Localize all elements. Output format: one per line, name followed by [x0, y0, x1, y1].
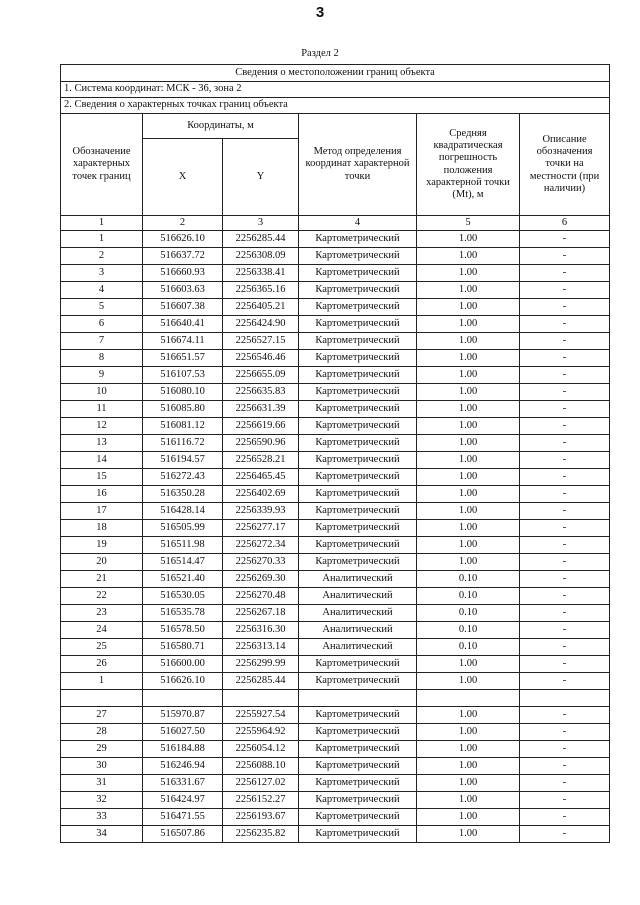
cell-x: 516660.93 — [143, 265, 223, 282]
cell-x: 516350.28 — [143, 486, 223, 503]
table-row — [61, 435, 610, 452]
cell-point: 19 — [61, 537, 143, 554]
cell-description: - — [520, 826, 610, 843]
cell-method: Картометрический — [299, 724, 417, 741]
cell-description: - — [520, 605, 610, 622]
cell-x: 516507.86 — [143, 826, 223, 843]
cell-description: - — [520, 707, 610, 724]
cell-y: 2256277.17 — [223, 520, 299, 537]
cell-error: 1.00 — [417, 758, 520, 775]
cell-error: 0.10 — [417, 588, 520, 605]
header-description: Описание обозначения точки на местности (при наличии) — [520, 114, 610, 216]
cell-error: 1.00 — [417, 537, 520, 554]
cell-point: 25 — [61, 639, 143, 656]
cell-y: 2255927.54 — [223, 707, 299, 724]
table-row — [61, 333, 610, 350]
table-row — [61, 571, 610, 588]
table-header — [61, 65, 610, 231]
table-row — [61, 673, 610, 690]
table-row — [61, 486, 610, 503]
cell-y: 2256339.93 — [223, 503, 299, 520]
cell-point: 12 — [61, 418, 143, 435]
cell-method: Картометрический — [299, 265, 417, 282]
cell-description: - — [520, 248, 610, 265]
table-row — [61, 452, 610, 469]
cell-error: 0.10 — [417, 605, 520, 622]
cell-method: Картометрический — [299, 520, 417, 537]
cell-x: 516535.78 — [143, 605, 223, 622]
cell-description: - — [520, 469, 610, 486]
cell-y: 2256308.09 — [223, 248, 299, 265]
cell-method: Картометрический — [299, 435, 417, 452]
cell-point: 18 — [61, 520, 143, 537]
cell-description: - — [520, 299, 610, 316]
cell-y: 2256338.41 — [223, 265, 299, 282]
cell-y: 2256152.27 — [223, 792, 299, 809]
cell-point: 33 — [61, 809, 143, 826]
table-row — [61, 826, 610, 843]
table-row — [61, 316, 610, 333]
cell-method: Картометрический — [299, 282, 417, 299]
cell-point: 20 — [61, 554, 143, 571]
table-row — [61, 401, 610, 418]
table-row — [61, 469, 610, 486]
column-number: 6 — [520, 216, 610, 231]
table-row — [61, 418, 610, 435]
cell-description: - — [520, 452, 610, 469]
header-x: X — [143, 139, 223, 216]
table-row — [61, 265, 610, 282]
cell-description: - — [520, 588, 610, 605]
cell-description: - — [520, 724, 610, 741]
cell-point: 3 — [61, 265, 143, 282]
table-row — [61, 741, 610, 758]
table-row — [61, 639, 610, 656]
cell-x: 516626.10 — [143, 231, 223, 248]
table-row — [61, 758, 610, 775]
cell-error: 1.00 — [417, 707, 520, 724]
cell-x: 516471.55 — [143, 809, 223, 826]
cell-point: 13 — [61, 435, 143, 452]
cell-point: 7 — [61, 333, 143, 350]
cell-y: 2256313.14 — [223, 639, 299, 656]
table-row — [61, 282, 610, 299]
cell-method: Картометрический — [299, 350, 417, 367]
cell-x: 516603.63 — [143, 282, 223, 299]
cell-description: - — [520, 741, 610, 758]
cell-y: 2256424.90 — [223, 316, 299, 333]
cell-x: 516246.94 — [143, 758, 223, 775]
cell-x: 516424.97 — [143, 792, 223, 809]
cell-y: 2256631.39 — [223, 401, 299, 418]
cell-y: 2256285.44 — [223, 673, 299, 690]
cell-error: 1.00 — [417, 316, 520, 333]
cell-error: 1.00 — [417, 435, 520, 452]
table-row — [61, 690, 610, 707]
cell-method: Картометрический — [299, 333, 417, 350]
cell-x: 516184.88 — [143, 741, 223, 758]
cell-method: Аналитический — [299, 639, 417, 656]
cell-point: 27 — [61, 707, 143, 724]
points-heading-line: 2. Сведения о характерных точках границ объекта — [61, 98, 610, 114]
cell-point: 24 — [61, 622, 143, 639]
cell-description: - — [520, 622, 610, 639]
cell-point: 1 — [61, 673, 143, 690]
cell-description: - — [520, 520, 610, 537]
cell-error: 1.00 — [417, 469, 520, 486]
cell-error: 1.00 — [417, 520, 520, 537]
table-row — [61, 537, 610, 554]
table-row — [61, 231, 610, 248]
cell-y: 2256590.96 — [223, 435, 299, 452]
cell-point: 29 — [61, 741, 143, 758]
table-row — [61, 384, 610, 401]
cell-x: 516027.50 — [143, 724, 223, 741]
cell-description: - — [520, 486, 610, 503]
cell-y: 2256054.12 — [223, 741, 299, 758]
cell-method: Картометрический — [299, 299, 417, 316]
cell-method — [299, 690, 417, 707]
cell-method: Картометрический — [299, 452, 417, 469]
cell-x: 516107.53 — [143, 367, 223, 384]
cell-y: 2256270.33 — [223, 554, 299, 571]
cell-method: Картометрический — [299, 656, 417, 673]
table-row — [61, 809, 610, 826]
cell-method: Аналитический — [299, 622, 417, 639]
cell-description: - — [520, 350, 610, 367]
cell-point: 34 — [61, 826, 143, 843]
cell-error: 1.00 — [417, 401, 520, 418]
cell-method: Картометрический — [299, 741, 417, 758]
cell-error: 1.00 — [417, 299, 520, 316]
coord-system-line: 1. Система координат: МСК - 36, зона 2 — [61, 82, 610, 98]
cell-y: 2256465.45 — [223, 469, 299, 486]
cell-error: 0.10 — [417, 639, 520, 656]
cell-point: 1 — [61, 231, 143, 248]
cell-x: 516651.57 — [143, 350, 223, 367]
table-row — [61, 248, 610, 265]
cell-x: 516085.80 — [143, 401, 223, 418]
cell-y: 2255964.92 — [223, 724, 299, 741]
cell-x: 516080.10 — [143, 384, 223, 401]
cell-point: 32 — [61, 792, 143, 809]
table-row — [61, 707, 610, 724]
cell-point: 2 — [61, 248, 143, 265]
cell-point: 16 — [61, 486, 143, 503]
table-row — [61, 792, 610, 809]
cell-error: 0.10 — [417, 622, 520, 639]
cell-x: 516578.50 — [143, 622, 223, 639]
cell-error: 1.00 — [417, 656, 520, 673]
table-row — [61, 520, 610, 537]
table-row — [61, 350, 610, 367]
cell-x: 516530.05 — [143, 588, 223, 605]
cell-description: - — [520, 316, 610, 333]
cell-description: - — [520, 333, 610, 350]
cell-y: 2256235.82 — [223, 826, 299, 843]
cell-y: 2256619.66 — [223, 418, 299, 435]
page-number: 3 — [315, 4, 325, 21]
cell-description: - — [520, 231, 610, 248]
table-row — [61, 554, 610, 571]
cell-y: 2256285.44 — [223, 231, 299, 248]
cell-error: 1.00 — [417, 486, 520, 503]
cell-point: 8 — [61, 350, 143, 367]
header-coords-group: Координаты, м — [143, 114, 299, 139]
cell-x: 516674.11 — [143, 333, 223, 350]
cell-description: - — [520, 367, 610, 384]
table-body — [61, 231, 610, 843]
cell-error: 1.00 — [417, 384, 520, 401]
header-point-label: Обозначение характерных точек границ — [61, 114, 143, 216]
column-number: 3 — [223, 216, 299, 231]
cell-description: - — [520, 554, 610, 571]
cell-method: Картометрический — [299, 401, 417, 418]
cell-method: Картометрический — [299, 707, 417, 724]
cell-x: 516511.98 — [143, 537, 223, 554]
cell-description: - — [520, 656, 610, 673]
cell-x: 516272.43 — [143, 469, 223, 486]
cell-x: 516600.00 — [143, 656, 223, 673]
table-row — [61, 588, 610, 605]
cell-description: - — [520, 503, 610, 520]
cell-error: 1.00 — [417, 248, 520, 265]
cell-y: 2256365.16 — [223, 282, 299, 299]
cell-y: 2256127.02 — [223, 775, 299, 792]
cell-method: Картометрический — [299, 418, 417, 435]
column-number: 5 — [417, 216, 520, 231]
cell-y: 2256299.99 — [223, 656, 299, 673]
cell-x: 516521.40 — [143, 571, 223, 588]
cell-description: - — [520, 384, 610, 401]
cell-x: 516580.71 — [143, 639, 223, 656]
cell-x: 516640.41 — [143, 316, 223, 333]
cell-error: 1.00 — [417, 452, 520, 469]
cell-x: 516331.67 — [143, 775, 223, 792]
cell-point: 15 — [61, 469, 143, 486]
cell-error: 1.00 — [417, 724, 520, 741]
section-label: Раздел 2 — [301, 48, 339, 59]
table-row — [61, 299, 610, 316]
cell-y: 2256546.46 — [223, 350, 299, 367]
cell-method: Картометрический — [299, 809, 417, 826]
cell-error: 1.00 — [417, 792, 520, 809]
cell-description: - — [520, 401, 610, 418]
cell-error: 1.00 — [417, 809, 520, 826]
cell-point: 31 — [61, 775, 143, 792]
cell-description: - — [520, 435, 610, 452]
cell-description: - — [520, 792, 610, 809]
cell-x: 516081.12 — [143, 418, 223, 435]
cell-point: 28 — [61, 724, 143, 741]
cell-description: - — [520, 673, 610, 690]
cell-description: - — [520, 775, 610, 792]
cell-method: Картометрический — [299, 758, 417, 775]
table-row — [61, 656, 610, 673]
cell-y: 2256270.48 — [223, 588, 299, 605]
cell-error: 1.00 — [417, 265, 520, 282]
cell-description: - — [520, 639, 610, 656]
cell-method: Картометрический — [299, 384, 417, 401]
cell-error: 1.00 — [417, 673, 520, 690]
cell-error: 1.00 — [417, 231, 520, 248]
cell-method: Картометрический — [299, 673, 417, 690]
cell-description: - — [520, 418, 610, 435]
header-method: Метод определения координат характерной точки — [299, 114, 417, 216]
cell-method: Картометрический — [299, 367, 417, 384]
cell-error: 0.10 — [417, 571, 520, 588]
cell-error: 1.00 — [417, 350, 520, 367]
cell-method: Картометрический — [299, 231, 417, 248]
cell-method: Картометрический — [299, 248, 417, 265]
cell-point: 21 — [61, 571, 143, 588]
cell-x: 516637.72 — [143, 248, 223, 265]
cell-point: 23 — [61, 605, 143, 622]
cell-method: Аналитический — [299, 605, 417, 622]
table-row — [61, 724, 610, 741]
cell-error — [417, 690, 520, 707]
table-title: Сведения о местоположении границ объекта — [61, 65, 610, 82]
cell-point: 26 — [61, 656, 143, 673]
cell-method: Картометрический — [299, 775, 417, 792]
cell-description: - — [520, 758, 610, 775]
cell-y: 2256527.15 — [223, 333, 299, 350]
cell-error: 1.00 — [417, 775, 520, 792]
cell-method: Картометрический — [299, 554, 417, 571]
cell-error: 1.00 — [417, 554, 520, 571]
cell-y: 2256272.34 — [223, 537, 299, 554]
cell-method: Картометрический — [299, 537, 417, 554]
cell-method: Картометрический — [299, 826, 417, 843]
cell-point: 14 — [61, 452, 143, 469]
cell-method: Картометрический — [299, 486, 417, 503]
cell-point: 11 — [61, 401, 143, 418]
table-row — [61, 503, 610, 520]
cell-point: 10 — [61, 384, 143, 401]
table-row — [61, 622, 610, 639]
cell-description: - — [520, 282, 610, 299]
cell-y: 2256528.21 — [223, 452, 299, 469]
cell-error: 1.00 — [417, 367, 520, 384]
cell-point: 6 — [61, 316, 143, 333]
cell-method: Аналитический — [299, 588, 417, 605]
cell-description — [520, 690, 610, 707]
cell-method: Картометрический — [299, 316, 417, 333]
cell-error: 1.00 — [417, 333, 520, 350]
column-number: 1 — [61, 216, 143, 231]
cell-error: 1.00 — [417, 282, 520, 299]
cell-y: 2256269.30 — [223, 571, 299, 588]
cell-y: 2256088.10 — [223, 758, 299, 775]
cell-x — [143, 690, 223, 707]
cell-y: 2256655.09 — [223, 367, 299, 384]
cell-error: 1.00 — [417, 741, 520, 758]
cell-description: - — [520, 537, 610, 554]
header-error: Средняя квадратическая погрешность положения характерной точки (Mt), м — [417, 114, 520, 216]
cell-point — [61, 690, 143, 707]
column-number: 4 — [299, 216, 417, 231]
cell-error: 1.00 — [417, 418, 520, 435]
table-row — [61, 367, 610, 384]
cell-x: 515970.87 — [143, 707, 223, 724]
cell-description: - — [520, 571, 610, 588]
cell-method: Картометрический — [299, 469, 417, 486]
cell-method: Картометрический — [299, 503, 417, 520]
table-row — [61, 775, 610, 792]
cell-x: 516194.57 — [143, 452, 223, 469]
cell-y: 2256402.69 — [223, 486, 299, 503]
cell-description: - — [520, 265, 610, 282]
cell-x: 516607.38 — [143, 299, 223, 316]
cell-x: 516514.47 — [143, 554, 223, 571]
cell-point: 4 — [61, 282, 143, 299]
cell-description: - — [520, 809, 610, 826]
cell-y: 2256267.18 — [223, 605, 299, 622]
cell-point: 9 — [61, 367, 143, 384]
cell-x: 516428.14 — [143, 503, 223, 520]
cell-y: 2256193.67 — [223, 809, 299, 826]
column-numbers-row — [61, 216, 610, 231]
cell-method: Аналитический — [299, 571, 417, 588]
cell-method: Картометрический — [299, 792, 417, 809]
cell-error: 1.00 — [417, 826, 520, 843]
cell-y — [223, 690, 299, 707]
cell-point: 30 — [61, 758, 143, 775]
cell-point: 22 — [61, 588, 143, 605]
cell-point: 17 — [61, 503, 143, 520]
header-y: Y — [223, 139, 299, 216]
cell-x: 516116.72 — [143, 435, 223, 452]
cell-error: 1.00 — [417, 503, 520, 520]
cell-y: 2256316.30 — [223, 622, 299, 639]
table-row — [61, 605, 610, 622]
column-number: 2 — [143, 216, 223, 231]
cell-point: 5 — [61, 299, 143, 316]
cell-y: 2256405.21 — [223, 299, 299, 316]
cell-y: 2256635.83 — [223, 384, 299, 401]
cell-x: 516505.99 — [143, 520, 223, 537]
cell-x: 516626.10 — [143, 673, 223, 690]
boundary-points-table — [60, 64, 610, 843]
